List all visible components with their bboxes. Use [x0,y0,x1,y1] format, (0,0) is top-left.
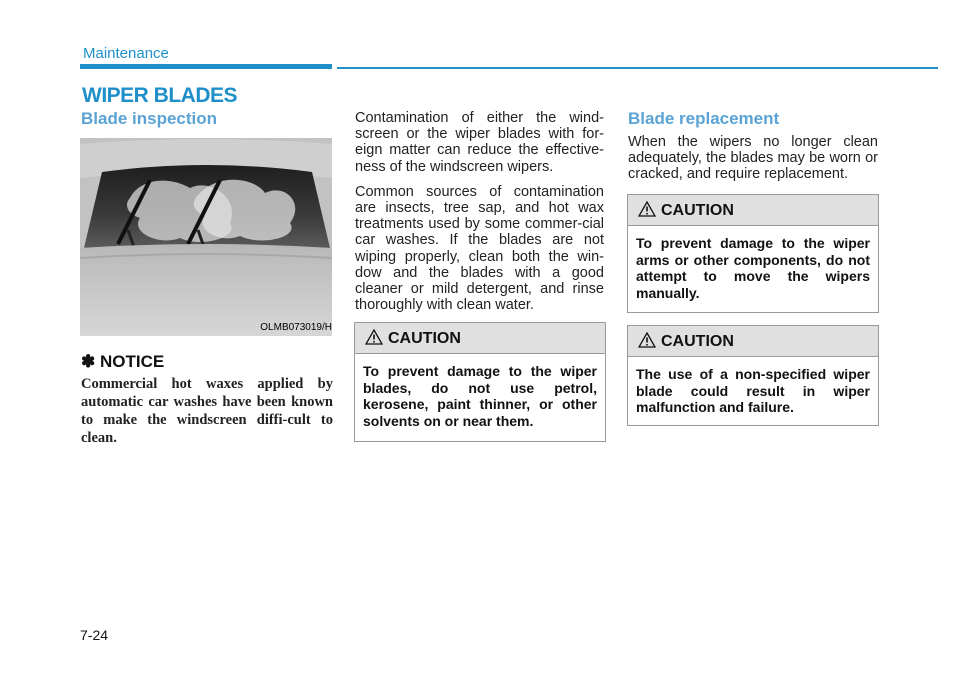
caution-text: To prevent damage to the wiper arms or other components, do not attempt to move the wipers manually. [636,235,870,301]
caution-label: CAUTION [388,330,461,347]
paragraph-contamination: Contamination of either the wind-screen or the wiper blades with for-eign matter can reduce the effective-ness of the windscreen wipers. [355,110,604,175]
blade-replacement-heading: Blade replacement [628,109,780,128]
blade-inspection-heading: Blade inspection [81,109,218,128]
caution-label: CAUTION [661,202,734,219]
image-code: OLMB073019/H [260,322,332,333]
warning-triangle-icon [638,332,656,348]
warning-triangle-icon [638,201,656,217]
page-title: WIPER BLADES [82,84,238,107]
caution-box-wiper-arms [627,194,879,313]
caution-header [628,326,878,357]
caution-text: The use of a non-specified wiper blade could result in wiper malfunction and failure. [636,366,870,415]
page-number: 7-24 [80,627,109,643]
header-rule-thin [337,67,938,69]
warning-triangle-icon [365,329,383,345]
notice-title: ✽ NOTICE [81,352,165,371]
notice-text: Commercial hot waxes applied by automatic car washes have been known to make the windscreen diffi-cult to clean. [81,376,333,446]
replacement-paragraph: When the wipers no longer clean adequately, the blades may be worn or cracked, and require replacement. [628,134,878,183]
paragraph-sources: Common sources of contamination are insects, tree sap, and hot wax treatments used by some commer-cial car washes. If the blades are not wiping properly, clean both the win-dow and the blades with a good cleaner or mild detergent, and rinse thoroughly with clean water. [355,183,604,314]
caution-text: To prevent damage to the wiper blades, do not use petrol, kerosene, paint thinner, or other solvents on or near them. [363,363,597,429]
caution-box-solvents [354,322,606,442]
caution-label: CAUTION [661,333,734,350]
header-rule-thick [80,64,332,69]
windscreen-wiper-photo [80,138,332,336]
section-label: Maintenance [83,45,169,62]
caution-header [355,323,605,354]
inspection-paragraphs [355,110,604,322]
caution-box-non-specified-blade [627,325,879,426]
caution-header [628,195,878,226]
